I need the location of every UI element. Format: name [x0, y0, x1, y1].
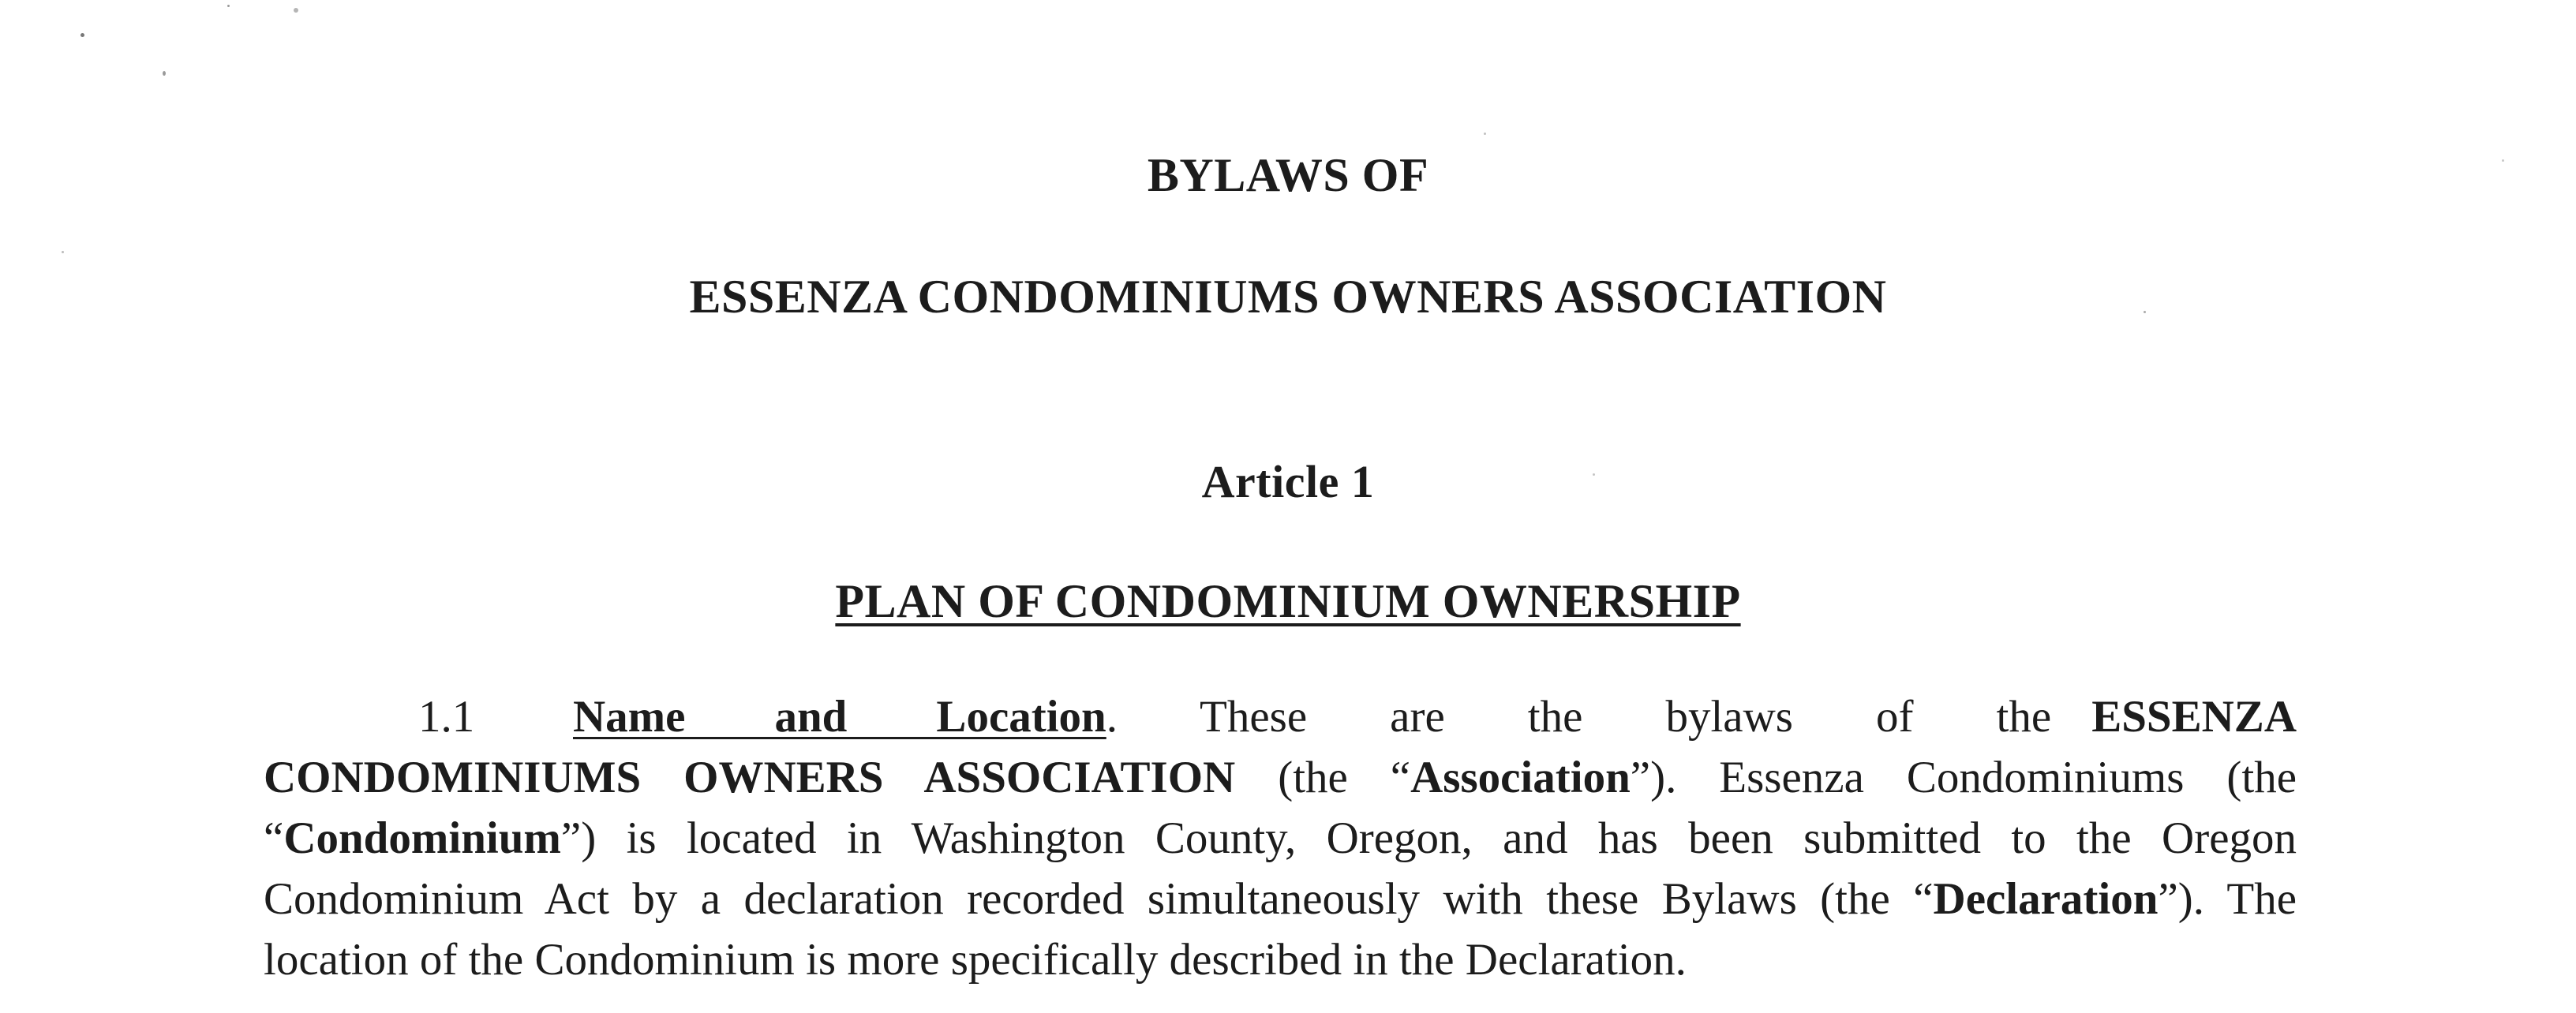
- section-defined-term: Association: [1410, 753, 1631, 802]
- section-defined-term: Declaration: [1933, 874, 2159, 924]
- section-heading: Name and Location: [573, 692, 1106, 742]
- section-text: ”). Essenza Condominiums (the “: [264, 753, 2297, 863]
- section-first-line: [573, 692, 2051, 742]
- article-label: Article 1: [1201, 456, 1375, 507]
- section-bold-term: ESSENZA CONDOMINIUMS OWNERS ASSOCIATION: [264, 692, 2297, 802]
- section-text: These are the bylaws of the: [1200, 692, 2052, 742]
- scan-speck: [62, 251, 64, 253]
- scan-speck: [80, 33, 84, 37]
- scan-speck: [227, 5, 230, 7]
- article-heading-text: PLAN OF CONDOMINIUM OWNERSHIP: [835, 575, 1741, 627]
- section-defined-term: Condominium: [283, 813, 561, 863]
- section-1-1-paragraph: [264, 686, 2297, 990]
- document-title: BYLAWS OF: [1147, 149, 1429, 201]
- scan-speck: [1484, 133, 1486, 135]
- section-text: ”) is located in Washington County, Oregon, and has been submitted to the Oregon Condominium Act by a declaration recorded simultaneously with these Bylaws (the “: [264, 813, 2297, 924]
- article-heading: [0, 573, 2576, 630]
- section-number: 1.1: [418, 692, 475, 742]
- scan-speck: [163, 71, 166, 76]
- section-text: (the “: [1235, 753, 1411, 802]
- section-heading-period: .: [1106, 692, 1118, 742]
- association-name-heading: ESSENZA CONDOMINIUMS OWNERS ASSOCIATION: [689, 271, 1887, 323]
- section-text: ”). The location of the Condominium is more specifically described in the Declaration.: [264, 874, 2297, 985]
- scan-speck: [294, 8, 298, 13]
